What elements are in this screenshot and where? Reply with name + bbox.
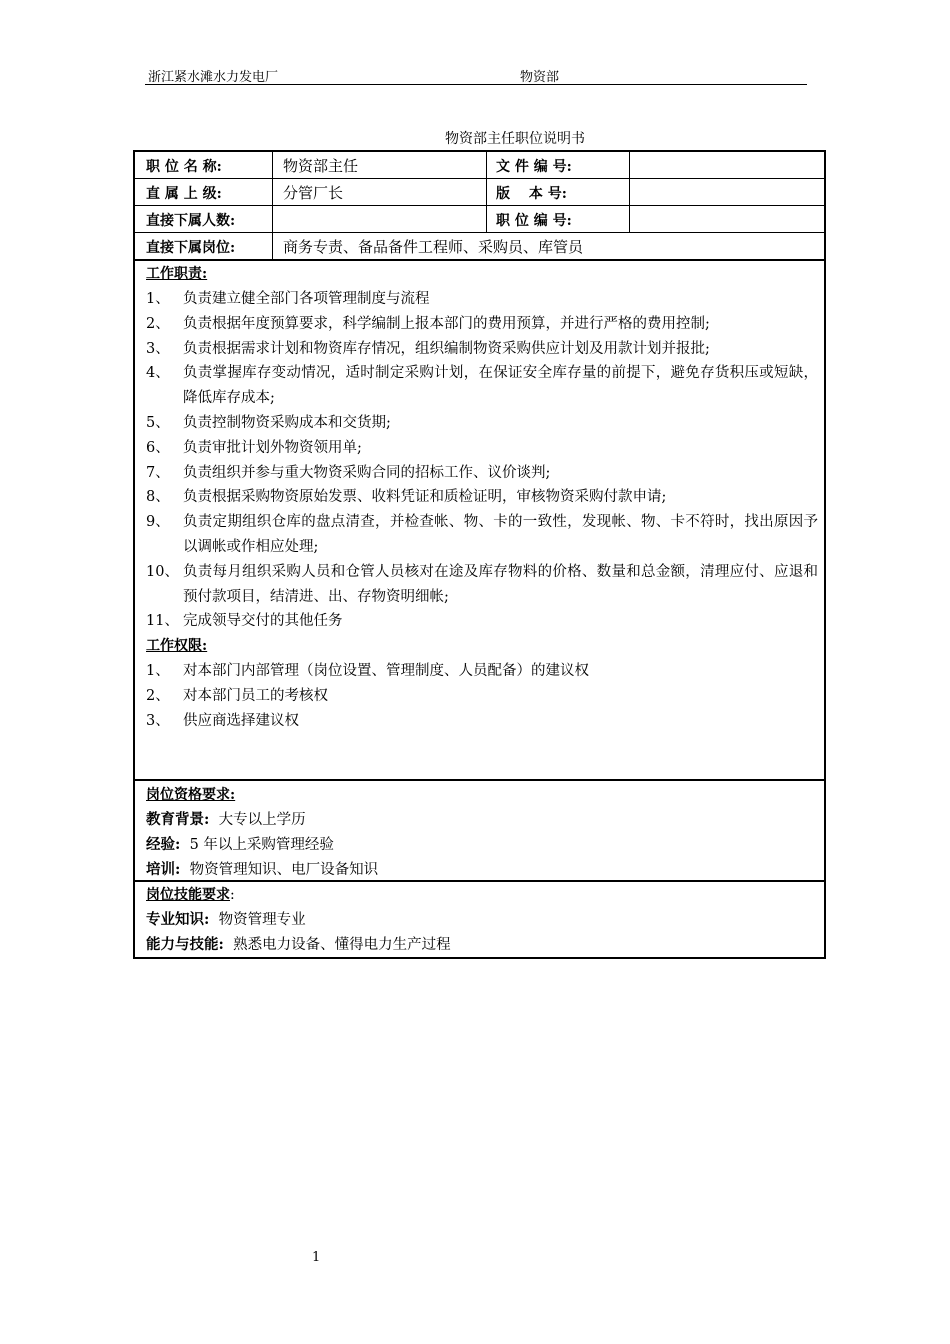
authority-title: 工作权限:	[146, 638, 208, 655]
ability-label: 能力与技能:	[146, 935, 224, 953]
row-divider	[135, 178, 824, 179]
header-rule	[145, 84, 807, 85]
direct-superior-value: 分管厂长	[283, 184, 344, 202]
page-number: 1	[312, 1250, 321, 1265]
subordinates-count-label: 直接下属人数:	[146, 213, 236, 229]
ability-value: 熟悉电力设备、懂得电力生产过程	[233, 936, 451, 953]
authority-list	[146, 659, 818, 733]
row-divider	[135, 259, 824, 261]
row-divider	[135, 779, 824, 781]
list-item: 4、 负责掌握库存变动情况，适时制定采购计划，在保证安全库存量的前提下，避免存货积压或短缺，降低库存成本;	[146, 365, 818, 407]
job-number-label: 职 位 编 号:	[496, 213, 572, 229]
skills-section	[146, 883, 818, 958]
document-number-label: 文 件 编 号:	[496, 159, 572, 175]
list-item: 1、 对本部门内部管理（岗位设置、管理制度、人员配备）的建议权	[146, 663, 589, 680]
list-item: 9、 负责定期组织仓库的盘点清查，并检查帐、物、卡的一致性，发现帐、物、卡不符时，找出原因予以调帐或作相应处理;	[146, 514, 818, 555]
knowledge-label: 专业知识:	[146, 911, 210, 928]
knowledge-line	[146, 908, 818, 933]
list-item: 3、 负责根据需求计划和物资库存情况，组织编制物资采购供应计划及用款计划并报批;	[146, 340, 710, 357]
column-divider	[272, 152, 273, 259]
skills-title-line: 岗位技能要求:	[146, 887, 235, 903]
position-name-label: 职 位 名 称:	[146, 159, 222, 175]
skills-title: 岗位技能要求	[146, 887, 230, 903]
version-number-label: 版 本 号:	[496, 186, 567, 202]
experience-label: 经验:	[146, 835, 181, 853]
experience-line	[146, 833, 818, 858]
column-divider	[629, 152, 630, 232]
education-label: 教育背景:	[146, 811, 210, 828]
direct-superior-label: 直 属 上 级:	[146, 186, 222, 202]
experience-value: 5 年以上采购管理经验	[189, 836, 334, 853]
training-line	[146, 858, 818, 883]
list-item: 8、 负责根据采购物资原始发票、收料凭证和质检证明，审核物资采购付款申请;	[146, 489, 667, 506]
subordinate-positions-label: 直接下属岗位:	[146, 240, 236, 256]
ability-line	[146, 933, 818, 958]
qualification-title: 岗位资格要求:	[146, 787, 236, 803]
list-item: 1、 负责建立健全部门各项管理制度与流程	[146, 291, 430, 307]
column-divider	[486, 152, 487, 232]
list-item: 6、 负责审批计划外物资领用单;	[146, 439, 362, 456]
list-item: 2、 负责根据年度预算要求，科学编制上报本部门的费用预算，并进行严格的费用控制;	[146, 315, 710, 332]
job-description-table	[133, 150, 826, 959]
list-item: 3、 供应商选择建议权	[146, 712, 299, 729]
training-label: 培训:	[146, 860, 181, 878]
row-divider	[135, 205, 824, 206]
document-title: 物资部主任职位说明书	[445, 131, 585, 147]
position-name-value: 物资部主任	[283, 157, 359, 175]
list-item: 5、 负责控制物资采购成本和交货期;	[146, 414, 391, 431]
list-item: 10、 负责每月组织采购人员和仓管人员核对在途及库存物料的价格、数量和总金额，清理应付、应退和预付款项目，结清进、出、存物资明细帐;	[146, 563, 818, 605]
header-company: 浙江紧水滩水力发电厂	[148, 70, 279, 85]
education-line	[146, 808, 818, 833]
duties-title: 工作职责:	[146, 266, 208, 282]
duties-list	[146, 287, 818, 634]
qualification-section	[146, 783, 818, 882]
list-item: 11、 完成领导交付的其他任务	[146, 613, 343, 630]
training-value: 物资管理知识、电厂设备知识	[189, 861, 379, 878]
list-item: 2、 对本部门员工的考核权	[146, 687, 328, 704]
education-value: 大专以上学历	[218, 812, 306, 828]
knowledge-value: 物资管理专业	[218, 912, 306, 928]
row-divider	[135, 232, 824, 233]
subordinate-positions-value: 商务专责、备品备件工程师、采购员、库管员	[283, 238, 584, 256]
duties-section	[146, 262, 818, 734]
header-department: 物资部	[520, 70, 560, 85]
list-item: 7、 负责组织并参与重大物资采购合同的招标工作、议价谈判;	[146, 464, 551, 481]
